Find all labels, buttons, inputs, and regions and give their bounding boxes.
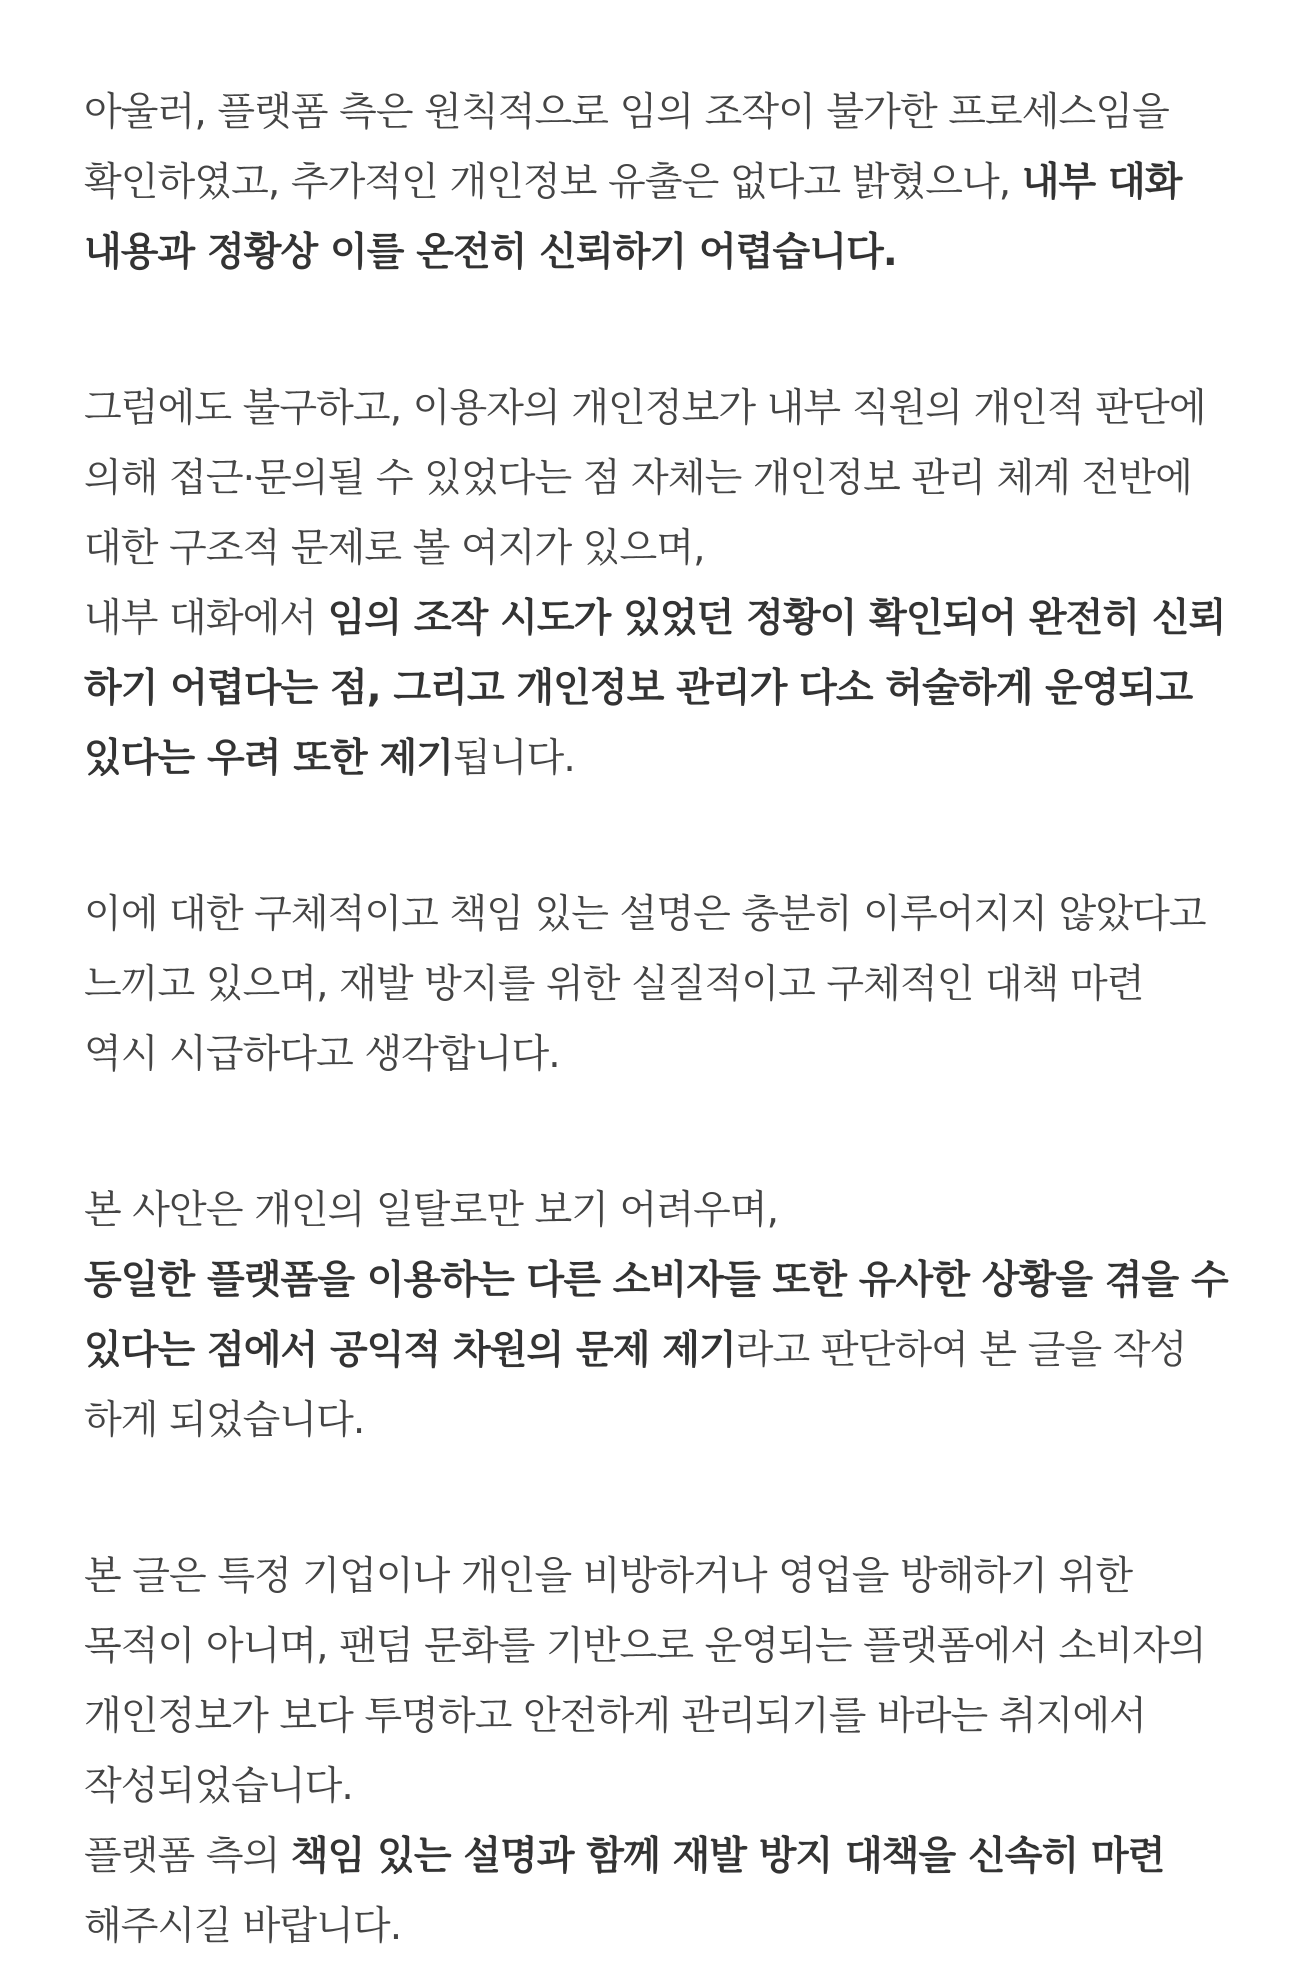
- text-segment: 대한 구조적 문제로 볼 여지가 있으며,: [84, 526, 705, 571]
- text-line: [84, 1542, 1234, 1612]
- paragraph: [84, 880, 1234, 1090]
- text-segment: 개인정보가 보다 투명하고 안전하게 관리되기를 바라는 취지에서: [84, 1694, 1146, 1739]
- paragraph-gap: [84, 1456, 1234, 1542]
- text-segment: 아울러, 플랫폼 측은 원칙적으로 임의 조작이 불가한 프로세스임을: [84, 90, 1169, 135]
- text-segment: 역시 시급하다고 생각합니다.: [84, 1032, 560, 1077]
- text-line: [84, 444, 1234, 514]
- bold-text-segment: 임의 조작 시도가 있었던 정황이 확인되어 완전히 신뢰: [327, 596, 1226, 641]
- bold-text-segment: 동일한 플랫폼을 이용하는 다른 소비자들 또한 유사한 상황을 겪을 수: [84, 1258, 1228, 1303]
- paragraph-gap: [84, 288, 1234, 374]
- text-line: [84, 1612, 1234, 1682]
- text-segment: 의해 접근·문의될 수 있었다는 점 자체는 개인정보 관리 체계 전반에: [84, 456, 1192, 501]
- text-segment: 느끼고 있으며, 재발 방지를 위한 실질적이고 구체적인 대책 마련: [84, 962, 1144, 1007]
- text-segment: 라고 판단하여 본 글을 작성: [735, 1328, 1187, 1373]
- text-line: [84, 950, 1234, 1020]
- paragraph: [84, 1176, 1234, 1456]
- text-line: [84, 148, 1234, 218]
- text-segment: 그럼에도 불구하고, 이용자의 개인정보가 내부 직원의 개인적 판단에: [84, 386, 1206, 431]
- bold-text-segment: 하기 어렵다는 점, 그리고 개인정보 관리가 다소 허술하게 운영되고: [84, 666, 1193, 711]
- text-segment: 본 사안은 개인의 일탈로만 보기 어려우며,: [84, 1188, 779, 1233]
- text-line: [84, 78, 1234, 148]
- paragraph-gap: [84, 794, 1234, 880]
- text-segment: 이에 대한 구체적이고 책임 있는 설명은 충분히 이루어지지 않았다고: [84, 892, 1206, 937]
- text-line: [84, 724, 1234, 794]
- text-line: [84, 1386, 1234, 1456]
- text-line: [84, 374, 1234, 444]
- paragraph: [84, 374, 1234, 794]
- text-line: [84, 1892, 1234, 1962]
- text-line: [84, 880, 1234, 950]
- text-line: [84, 584, 1234, 654]
- text-line: [84, 1176, 1234, 1246]
- text-segment: 됩니다.: [453, 736, 575, 781]
- bold-text-segment: 있다는 점에서 공익적 차원의 문제 제기: [84, 1328, 736, 1373]
- text-line: [84, 1822, 1234, 1892]
- text-segment: 하게 되었습니다.: [84, 1398, 365, 1443]
- text-segment: 해주시길 바랍니다.: [84, 1904, 402, 1949]
- text-line: [84, 1020, 1234, 1090]
- text-line: [84, 1682, 1234, 1752]
- text-segment: 작성되었습니다.: [84, 1764, 353, 1809]
- bold-text-segment: 있다는 우려 또한 제기: [84, 736, 453, 781]
- text-line: [84, 1316, 1234, 1386]
- text-segment: 목적이 아니며, 팬덤 문화를 기반으로 운영되는 플랫폼에서 소비자의: [84, 1624, 1206, 1669]
- article-body: [84, 78, 1234, 1962]
- bold-text-segment: 내부 대화: [1021, 160, 1182, 205]
- text-segment: 내부 대화에서: [84, 596, 328, 641]
- paragraph-gap: [84, 1090, 1234, 1176]
- bold-text-segment: 책임 있는 설명과 함께 재발 방지 대책을 신속히 마련: [290, 1834, 1165, 1879]
- text-segment: 플랫폼 측의: [84, 1834, 291, 1879]
- text-line: [84, 654, 1234, 724]
- text-line: [84, 1752, 1234, 1822]
- text-line: [84, 218, 1234, 288]
- text-line: [84, 1246, 1234, 1316]
- paragraph: [84, 1542, 1234, 1962]
- text-line: [84, 514, 1234, 584]
- paragraph: [84, 78, 1234, 288]
- text-segment: 확인하였고, 추가적인 개인정보 유출은 없다고 밝혔으나,: [84, 160, 1022, 205]
- text-segment: 본 글은 특정 기업이나 개인을 비방하거나 영업을 방해하기 위한: [84, 1554, 1133, 1599]
- bold-text-segment: 내용과 정황상 이를 온전히 신뢰하기 어렵습니다.: [84, 230, 897, 275]
